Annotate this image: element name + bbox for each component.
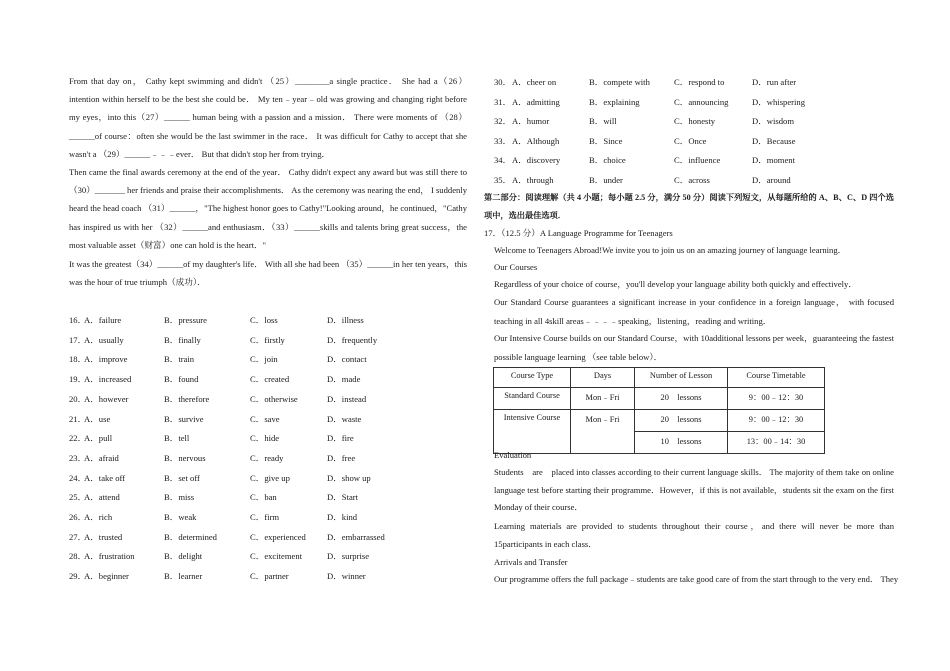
table-cell: Mon﹣Fri: [571, 388, 635, 410]
option-a: A．Although: [512, 135, 560, 146]
option-d: D．made: [327, 374, 361, 385]
option-d: D．fire: [327, 433, 354, 444]
option-a: A．discovery: [512, 155, 561, 166]
option-d: D．run after: [752, 77, 797, 87]
option-b: B．Since: [589, 135, 623, 146]
option-b: B．therefore: [164, 393, 210, 404]
passage-paragraph-3: It was the greatest（34）______of my daughter's life． With all she had been （35）______in her ten years，this was the hour of true triumph（成功）．: [69, 259, 467, 288]
table-cell: Mon﹣Fri: [571, 410, 635, 454]
standard-course-text: Our Standard Course guarantees a significant increase in your confidence in a foreign language， with focused teaching in all 4skill areas﹣﹣﹣﹣speaking，listening，reading and writing．: [494, 297, 894, 326]
option-c: C．firstly: [250, 334, 285, 345]
package-text: Our programme offers the full package﹣students are take good care of from the start through to the very end． They: [494, 574, 899, 584]
option-a: A．beginner: [84, 571, 129, 582]
option-a: A．trusted: [84, 531, 123, 542]
option-a: A．increased: [84, 374, 132, 385]
table-cell: Intensive Course: [494, 410, 571, 454]
option-d: D．winner: [327, 571, 366, 582]
option-a: A．however: [84, 393, 129, 404]
option-d: D．illness: [327, 315, 364, 325]
question-number: 28．: [69, 551, 87, 562]
table-row: [494, 388, 825, 410]
option-d: D．frequently: [327, 334, 378, 345]
welcome-text: Welcome to Teenagers Abroad!We invite you to join us on an amazing journey of language learning．: [494, 245, 847, 255]
option-b: B．weak: [164, 512, 197, 522]
option-a: A．attend: [84, 492, 120, 503]
option-b: B．choice: [589, 155, 626, 166]
option-c: C．loss: [250, 315, 278, 325]
option-a: A．use: [84, 413, 111, 424]
option-b: B．determined: [164, 531, 217, 542]
question-number: 23．: [69, 452, 87, 463]
table-header: Number of Lesson: [635, 368, 728, 388]
option-a: A．usually: [84, 334, 124, 345]
option-b: B．pressure: [164, 315, 207, 325]
table-header: Course Type: [494, 368, 571, 388]
option-b: B．delight: [164, 551, 203, 562]
passage-paragraph-2: Then came the final awards ceremony at the end of the year． Cathy didn't expect any award but was still there to （30）_______ her friends and praise their accomplishments． As the ceremony was nearing the end， I suddenly heard the head coach （31）______，"The highest honor goes to Cathy!"Looking around，he continued，"Cathy has inspired us with her （32）______and enthusiasm．（33）______skills and talents bring great success，the most valuable asset（财富）one can hold is the heart．": [69, 167, 467, 250]
question-number: 21．: [69, 413, 87, 424]
table-cell: 10 lessons: [635, 432, 728, 454]
arrivals-heading: Arrivals and Transfer: [494, 557, 568, 567]
option-c: C．Once: [674, 135, 707, 146]
question-number: 25．: [69, 492, 87, 503]
option-d: D．kind: [327, 512, 358, 522]
option-a: A．frustration: [84, 551, 135, 562]
our-courses-heading: Our Courses: [494, 262, 538, 272]
option-d: D．Start: [327, 492, 359, 503]
question-number: 35．: [494, 175, 512, 185]
option-a: A．improve: [84, 354, 128, 365]
table-cell: 20 lessons: [635, 388, 728, 410]
option-c: C．respond to: [674, 77, 725, 87]
question-number: 26．: [69, 512, 87, 522]
table-row: [494, 410, 825, 432]
option-b: B．tell: [164, 433, 190, 444]
option-c: C．influence: [674, 155, 721, 166]
question-number: 22．: [69, 433, 87, 444]
question-number: 20．: [69, 393, 87, 404]
option-c: C．partner: [250, 571, 289, 582]
course-table: [493, 367, 825, 454]
option-a: A．take off: [84, 472, 126, 483]
option-d: D．moment: [752, 155, 795, 166]
option-b: B．found: [164, 374, 199, 385]
option-a: A．rich: [84, 512, 113, 522]
option-a: A．through: [512, 175, 554, 185]
table-header-row: [494, 368, 825, 388]
option-d: D．around: [752, 175, 791, 185]
option-b: B．set off: [164, 472, 200, 483]
option-b: B．finally: [164, 334, 201, 345]
option-c: C．honesty: [674, 116, 716, 127]
option-d: D．instead: [327, 393, 367, 404]
option-a: A．cheer on: [512, 77, 557, 87]
option-b: B．survive: [164, 413, 204, 424]
option-b: B．train: [164, 354, 195, 365]
question-number: 29．: [69, 571, 87, 582]
option-d: D．embarrassed: [327, 531, 385, 542]
question-number: 30．: [494, 77, 512, 87]
option-b: B．miss: [164, 492, 195, 503]
option-d: D．waste: [327, 413, 362, 424]
option-b: B．compete with: [589, 77, 650, 87]
passage-paragraph-1: From that day on， Cathy kept swimming and didn't （25）________a single practice． She had a（26）intention within herself to be the best she could be． My ten﹣year﹣old was growing and changing right before my eyes，into this（27）______ human being with a passion and a mission． There were moments of （28）______of course：often she would be the last swimmer in the race． It was difficult for Cathy to accept that she wasn't a （29）______﹣﹣﹣ever． But that didn't stop her from trying．: [69, 76, 467, 159]
table-header: Course Timetable: [728, 368, 825, 388]
option-c: C．join: [250, 354, 278, 365]
table-cell: 9：00﹣12：30: [728, 410, 825, 432]
option-d: D．surprise: [327, 551, 370, 562]
question-number: 16．: [69, 315, 87, 325]
table-cell: 9：00﹣12：30: [728, 388, 825, 410]
option-c: C．across: [674, 175, 710, 185]
option-d: D．wisdom: [752, 116, 795, 127]
option-c: C．announcing: [674, 96, 729, 107]
option-c: C．firm: [250, 512, 280, 522]
evaluation-heading: Evaluation: [494, 450, 532, 460]
option-a: A．humor: [512, 116, 550, 127]
regardless-text: Regardless of your choice of course，you'll develop your language ability both quickly and effectively．: [494, 279, 857, 289]
table-cell: 20 lessons: [635, 410, 728, 432]
option-c: C．ready: [250, 452, 284, 463]
table-cell: 13：00﹣14：30: [728, 432, 825, 454]
option-b: B．will: [589, 116, 617, 127]
option-b: B．under: [589, 175, 623, 185]
table-cell: Standard Course: [494, 388, 571, 410]
option-d: D．free: [327, 452, 356, 463]
question-number: 19．: [69, 374, 87, 385]
option-c: C．save: [250, 413, 280, 424]
option-d: D．contact: [327, 354, 367, 365]
option-c: C．ban: [250, 492, 277, 503]
option-a: A．failure: [84, 315, 122, 325]
option-b: B．learner: [164, 571, 203, 582]
question-17-title: 17．（12.5 分）A Language Programme for Teenagers: [484, 228, 673, 238]
table-header: Days: [571, 368, 635, 388]
option-d: D．whispering: [752, 96, 805, 107]
materials-text: Learning materials are provided to students throughout their course，and there will never be more than 15participants in each class．: [494, 521, 894, 549]
question-number: 24．: [69, 472, 87, 483]
question-number: 31．: [494, 96, 512, 107]
option-d: D．show up: [327, 472, 371, 483]
question-number: 34．: [494, 155, 512, 166]
option-b: B．explaining: [589, 96, 640, 107]
option-a: A．admitting: [512, 96, 560, 107]
option-d: D．Because: [752, 135, 796, 146]
question-number: 27．: [69, 531, 87, 542]
option-c: C．hide: [250, 433, 280, 444]
option-c: C．otherwise: [250, 393, 298, 404]
question-number: 18．: [69, 354, 87, 365]
question-number: 33．: [494, 135, 512, 146]
question-number: 17．: [69, 334, 87, 345]
section-heading: 第二部分：阅读理解（共 4 小题；每小题 2.5 分，满分 50 分）阅读下列短文，从每题所给的 A、B、C、D 四个选项中，选出最佳选项．: [484, 193, 894, 220]
option-c: C．give up: [250, 472, 290, 483]
option-c: C．created: [250, 374, 290, 385]
option-b: B．nervous: [164, 452, 206, 463]
option-a: A．afraid: [84, 452, 119, 463]
option-a: A．pull: [84, 433, 113, 444]
students-text: Students are placed into classes according to their current language skills． The majority of them take on online language test before starting their programme．However，if this is not available，students sit the exam on the first Monday of their course．: [494, 467, 894, 512]
intensive-course-text: Our Intensive Course builds on our Standard Course，with 10additional lessons per week，guaranteeing the fastest possible language learning （see table below）．: [494, 333, 894, 362]
option-c: C．experienced: [250, 531, 306, 542]
question-number: 32．: [494, 116, 512, 127]
option-c: C．excitement: [250, 551, 303, 562]
